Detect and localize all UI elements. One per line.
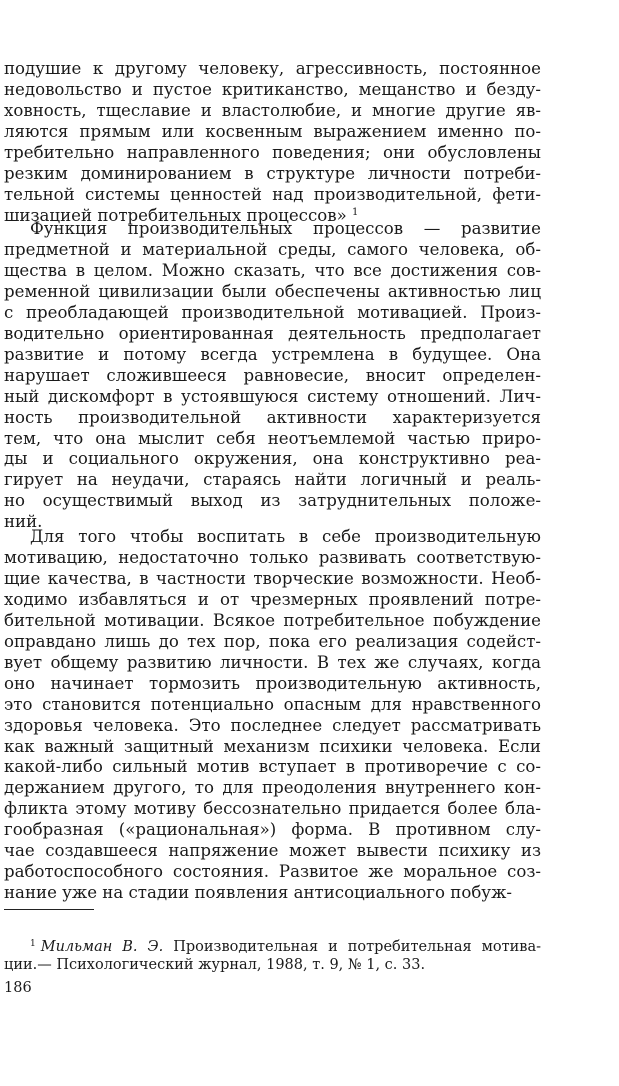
text-line-content: гообразная («рациональная») форма. В противном слу- [4,820,541,840]
text-line-content: нарушает сложившееся равновесие, вносит определен- [4,365,541,385]
text-line-content: предметной и материальной среды, самого человека, об- [4,239,541,259]
footnote-line: ции.— Психологический журнал, 1988, т. 9, № 1, с. 33. [4,957,426,973]
text-line-content: ляются прямым или косвенным выражением именно по- [4,121,541,141]
text-line-content: шизацией потребительных процессов» [4,205,347,225]
footnote-line [30,933,541,955]
text-line-content: гирует на неудачи, стараясь найти логичный и реаль- [4,470,541,490]
text-line-content: ность производительной активности характеризуется [4,407,541,427]
text-line [4,260,541,282]
text-line [4,281,541,303]
footnote-text: Производительная и потребительная мотива- [173,939,541,955]
text-line-content: щие качества, в частности творческие возможности. Необ- [4,568,541,588]
text-line-content: нание уже на стадии появления антисоциального побуж- [4,883,512,903]
text-line-content: вует общему развитию личности. В тех же случаях, когда [4,652,541,672]
text-line [4,547,541,569]
text-line-content: ховность, тщеславие и властолюбие, и многие другие яв- [4,100,541,120]
text-line [4,652,541,674]
text-line [4,428,541,450]
text-line [4,673,541,695]
text-line-content: здоровья человека. Это последнее следует рассматривать [4,715,541,735]
text-line-content: с преобладающей производительной мотивацией. Произ- [4,302,541,322]
text-line-content: Для того чтобы воспитать в себе производительную [30,527,541,546]
text-line [4,798,541,820]
text-line [4,184,541,206]
text-line [4,344,541,366]
text-line-content: работоспособного состояния. Развитое же моральное соз- [4,862,541,882]
text-line-content: тем, что она мыслит себя неотъемлемой частью приро- [4,428,541,448]
text-line [4,882,541,904]
text-line [4,365,541,387]
text-line [30,526,541,548]
text-line [4,694,541,716]
text-line-content: подушие к другому человеку, агрессивность, постоянное [4,59,541,78]
text-line-content: держанием другого, то для преодоления внутреннего кон- [4,778,541,798]
footnote-mark: 1 [30,939,36,949]
text-line [4,469,541,491]
text-line-content: Функция производительных процессов — развитие [30,219,541,238]
text-line [4,142,541,164]
text-line-content: как важный защитный механизм психики человека. Если [4,736,541,756]
text-line-content: но осуществимый выход из затруднительных положе- [4,491,541,511]
text-line [4,631,541,653]
text-line [4,386,541,408]
text-line-content: фликта этому мотиву бессознательно придается более бла- [4,799,541,819]
text-line [4,302,541,324]
text-line [4,861,541,883]
text-line [4,121,541,143]
text-line-content: водительно ориентированная деятельность предполагает [4,323,541,343]
text-line-content: тельной системы ценностей над производительной, фети- [4,184,541,204]
text-line [4,448,541,470]
text-line [4,715,541,737]
text-line [4,756,541,778]
text-line [4,58,541,80]
text-line [4,589,541,611]
text-line-content: щества в целом. Можно сказать, что все достижения сов- [4,260,541,280]
page-number: 186 [4,980,32,996]
text-line-content: ний. [4,512,43,532]
text-line-content: какой-либо сильный мотив вступает в противоречие с со- [4,757,541,777]
text-line [4,819,541,841]
text-line [4,568,541,590]
text-line-content: требительно направленного поведения; они обусловлены [4,142,541,162]
text-line-content: ременной цивилизации были обеспечены активностью лиц [4,281,541,301]
text-line-content: ный дискомфорт в устоявшуюся систему отношений. Лич- [4,386,541,406]
text-line-content: развитие и потому всегда устремлена в будущее. Она [4,344,541,364]
text-line [4,100,541,122]
text-line-content: резким доминированием в структуре личности потреби- [4,163,541,183]
footnote-reference: 1 [352,206,359,218]
text-line-content: чае создавшееся напряжение может вывести психику из [4,841,541,861]
footnote-separator [4,909,94,910]
text-line [4,777,541,799]
text-line [4,610,541,632]
text-line-content: оправдано лишь до тех пор, пока его реализация содейст- [4,631,541,651]
text-line [4,490,541,512]
text-line-content: недовольство и пустое критиканство, мещанство и безду- [4,79,541,99]
text-line-content: ды и социального окружения, она конструктивно реа- [4,449,541,469]
text-line [4,323,541,345]
text-line [4,840,541,862]
text-line [4,736,541,758]
text-line [4,239,541,261]
text-line-content: ходимо избавляться и от чрезмерных проявлений потре- [4,589,541,609]
text-line [4,407,541,429]
text-line-content: оно начинает тормозить производительную активность, [4,673,541,693]
text-line-content: бительной мотивации. Всякое потребительное побуждение [4,610,541,630]
footnote-author: Мильман В. Э. [40,939,164,955]
text-line [4,163,541,185]
text-line [4,79,541,101]
text-line-content: мотивацию, недостаточно только развивать соответствую- [4,547,541,567]
text-line [30,218,541,240]
text-line-content: это становится потенциально опасным для нравственного [4,694,541,714]
